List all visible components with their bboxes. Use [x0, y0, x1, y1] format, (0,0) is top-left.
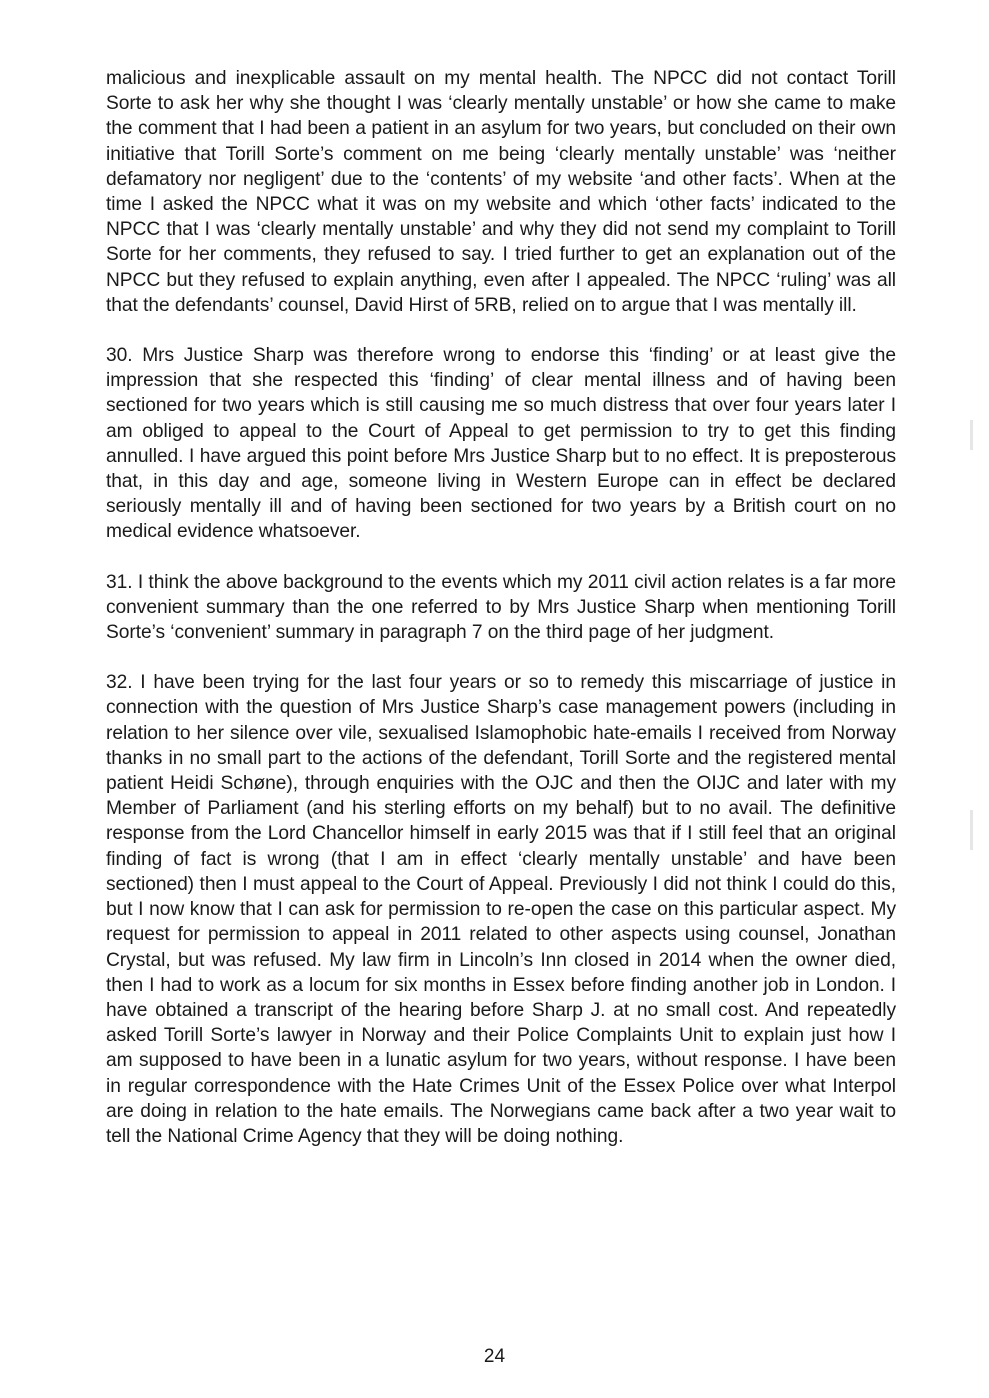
scan-edge-mark: [970, 810, 973, 850]
paragraph-31: 31. I think the above background to the events which my 2011 civil action relates is a far more convenient summary than the one referred to by Mrs Justice Sharp when mentioning Torill Sorte’s ‘convenient’ summary in paragraph 7 on the third page of her judgment.: [106, 571, 896, 644]
page-number: 24: [483, 1346, 506, 1367]
paragraph-32: 32. I have been trying for the last four years or so to remedy this miscarriage of justice in connection with the question of Mrs Justice Sharp’s case management powers (including in relation to her silence over vile, sexualised Islamophobic hate-emails I received from Norway thanks in no small part to the actions of the defendant, Torill Sorte and the registered mental patient Heidi Schøne), through enquiries with the OJC and then the OIJC and later with my Member of Parliament (and his sterling efforts on my behalf) but to no avail. The definitive response from the Lord Chancellor himself in early 2015 was that if I still feel that an original finding of fact is wrong (that I am in effect ‘clearly mentally unstable’ and have been sectioned) then I must appeal to the Court of Appeal. Previously I did not think I could do this, but I now know that I can ask for permission to re-open the case on this particular aspect. My request for permission to appeal in 2011 related to other aspects using counsel, Jonathan Crystal, but was refused. My law firm in Lincoln’s Inn closed in 2014 when the owner died, then I had to work as a locum for six months in Essex before finding another job in London. I have obtained a transcript of the hearing before Sharp J. at no small cost. And repeatedly asked Torill Sorte’s lawyer in Norway and their Police Complaints Unit to explain just how I am supposed to have been in a lunatic asylum for two years, without response. I have been in regular correspondence with the Hate Crimes Unit of the Essex Police over what Interpol are doing in relation to the hate emails. The Norwegians came back after a two year wait to tell the National Crime Agency that they will be doing nothing.: [106, 672, 896, 1147]
document-page: [106, 66, 896, 1174]
scan-edge-mark: [970, 420, 973, 450]
paragraph-29-continued: malicious and inexplicable assault on my mental health. The NPCC did not contact Torill Sorte to ask her why she thought I was ‘clearly mentally unstable’ or how she came to make the comment that I had been a patient in an asylum for two years, but concluded on their own initiative that Torill Sorte’s comment on me being ‘clearly mentally unstable’ was ‘neither defamatory nor negligent’ due to the ‘contents’ of my website ‘and other facts’. When at the time I asked the NPCC what it was on my website and which ‘other facts’ indicated to the NPCC that I was ‘clearly mentally unstable’ and why they did not send my complaint to Torill Sorte for her comments, they refused to say. I tried further to get an explanation out of the NPCC but they refused to explain anything, even after I appealed. The NPCC ‘ruling’ was all that the defendants’ counsel, David Hirst of 5RB, relied on to argue that I was mentally ill.: [106, 68, 896, 316]
paragraph-30: 30. Mrs Justice Sharp was therefore wrong to endorse this ‘finding’ or at least give the impression that she respected this ‘finding’ of clear mental illness and of having been sectioned for two years which is still causing me so much distress that over four years later I am obliged to appeal to the Court of Appeal to get permission to try to get this finding annulled. I have argued this point before Mrs Justice Sharp but to no effect. It is preposterous that, in this day and age, someone living in Western Europe can in effect be declared seriously mentally ill and of having been sectioned for two years by a British court on no medical evidence whatsoever.: [106, 345, 896, 543]
